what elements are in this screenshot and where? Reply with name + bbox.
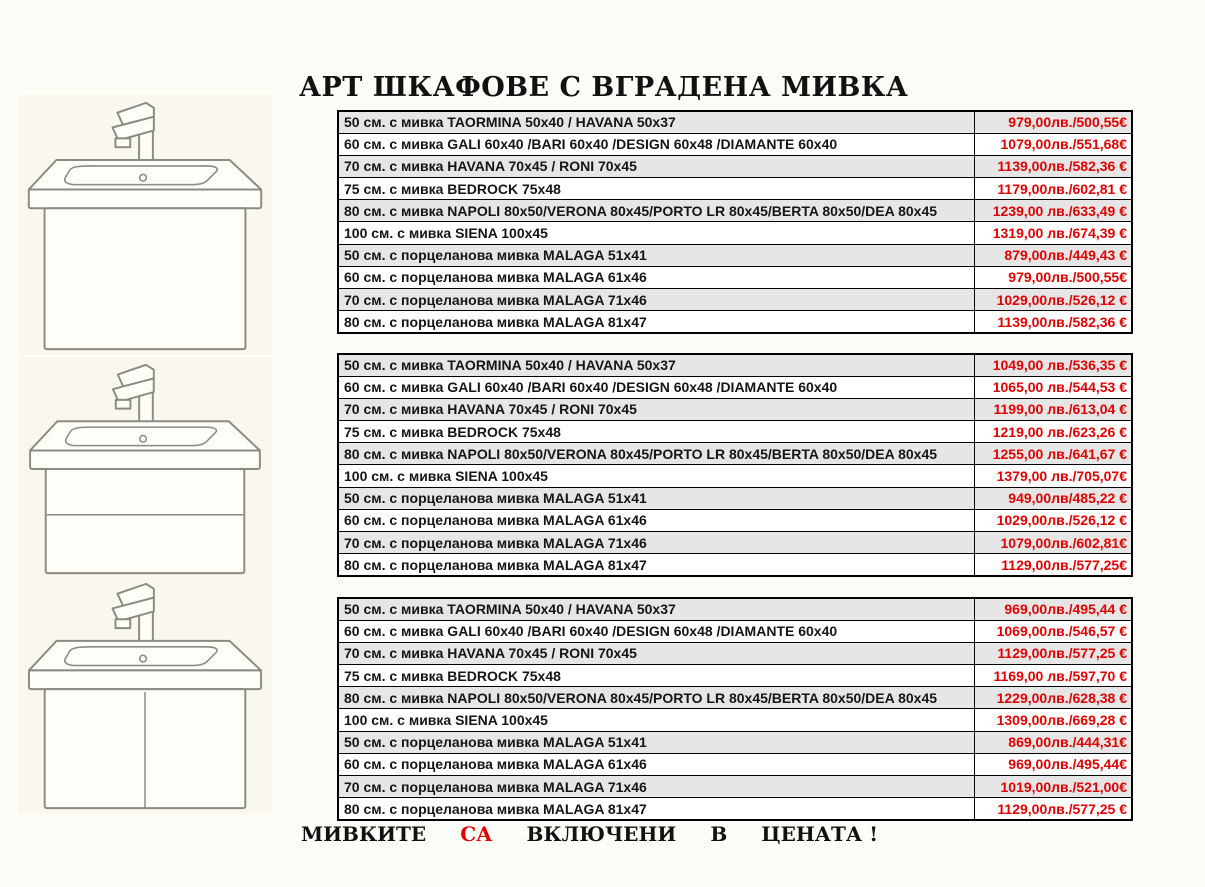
product-cell: 70 см. с порцеланова мивка MALAGA 71x46	[338, 532, 974, 554]
table-row	[338, 509, 1132, 531]
product-cell: 100 см. с мивка SIENA 100x45	[338, 709, 974, 731]
table-row	[338, 687, 1132, 709]
faucet-icon	[113, 365, 154, 425]
product-cell: 80 см. с мивка NAPOLI 80x50/VERONA 80x45/PORTO LR 80x45/BERTA 80x50/DEA 80x45	[338, 443, 974, 465]
table-row	[338, 731, 1132, 753]
product-cell: 50 см. с мивка TAORMINA 50x40 / HAVANA 50x37	[338, 111, 974, 133]
footer-word: ЦЕНАТА !	[761, 822, 878, 846]
price-cell: 1129,00лв./577,25 €	[974, 642, 1132, 664]
product-cell: 70 см. с порцеланова мивка MALAGA 71x46	[338, 776, 974, 798]
faucet-icon	[113, 584, 154, 645]
price-cell: 869,00лв./444,31€	[974, 731, 1132, 753]
product-cell: 80 см. с мивка NAPOLI 80x50/VERONA 80x45/PORTO LR 80x45/BERTA 80x50/DEA 80x45	[338, 687, 974, 709]
product-cell: 70 см. с порцеланова мивка MALAGA 71x46	[338, 289, 974, 311]
sink-basin	[66, 427, 217, 446]
sink-basin	[65, 647, 217, 666]
price-cell: 1129,00лв./577,25€	[974, 554, 1132, 576]
price-table-1	[337, 110, 1133, 334]
price-cell: 1219,00 лв./623,26 €	[974, 421, 1132, 443]
overflow-hole-icon	[140, 174, 147, 181]
price-cell: 949,00лв/485,22 €	[974, 487, 1132, 509]
table-row	[338, 554, 1132, 576]
table-row	[338, 465, 1132, 487]
product-cell: 80 см. с порцеланова мивка MALAGA 81x47	[338, 554, 974, 576]
price-cell: 1309,00лв./669,28 €	[974, 709, 1132, 731]
price-cell: 1379,00 лв./705,07€	[974, 465, 1132, 487]
table-row	[338, 598, 1132, 620]
vanity-drawing-single-front	[18, 95, 272, 355]
table-row	[338, 798, 1132, 820]
product-cell: 60 см. с мивка GALI 60x40 /BARI 60x40 /DESIGN 60x48 /DIAMANTE 60x40	[338, 376, 974, 398]
table-row	[338, 244, 1132, 266]
table-row	[338, 443, 1132, 465]
overflow-hole-icon	[140, 435, 147, 442]
table-row	[338, 398, 1132, 420]
product-cell: 60 см. с порцеланова мивка MALAGA 61x46	[338, 509, 974, 531]
product-cell: 75 см. с мивка BEDROCK 75x48	[338, 665, 974, 687]
product-cell: 70 см. с мивка HAVANA 70x45 / RONI 70x45	[338, 155, 974, 177]
price-cell: 1239,00 лв./633,49 €	[974, 200, 1132, 222]
table-row	[338, 665, 1132, 687]
price-cell: 1179,00лв./602,81 €	[974, 178, 1132, 200]
product-cell: 60 см. с мивка GALI 60x40 /BARI 60x40 /DESIGN 60x48 /DIAMANTE 60x40	[338, 620, 974, 642]
price-cell: 1019,00лв./521,00€	[974, 776, 1132, 798]
price-cell: 969,00лв./495,44€	[974, 753, 1132, 775]
price-cell: 1139,00лв./582,36 €	[974, 311, 1132, 333]
price-cell: 1079,00лв./551,68€	[974, 133, 1132, 155]
product-cell: 100 см. с мивка SIENA 100x45	[338, 222, 974, 244]
product-cell: 80 см. с порцеланова мивка MALAGA 81x47	[338, 798, 974, 820]
table-row	[338, 620, 1132, 642]
overflow-hole-icon	[140, 655, 147, 662]
price-cell: 1065,00 лв./544,53 €	[974, 376, 1132, 398]
price-cell: 1129,00лв./577,25 €	[974, 798, 1132, 820]
table-row	[338, 487, 1132, 509]
page-title: АРТ ШКАФОВЕ С ВГРАДЕНА МИВКА	[299, 72, 909, 103]
sink-basin	[65, 166, 218, 185]
table-row	[338, 642, 1132, 664]
price-cell: 969,00лв./495,44 €	[974, 598, 1132, 620]
footer-word-highlighted: СА	[460, 822, 493, 846]
table-row	[338, 532, 1132, 554]
price-cell: 979,00лв./500,55€	[974, 111, 1132, 133]
table-row	[338, 222, 1132, 244]
footer-word: МИВКИТЕ	[301, 822, 427, 846]
table-row	[338, 421, 1132, 443]
vanity-drawing-two-drawers	[18, 357, 272, 579]
table-row	[338, 266, 1132, 288]
table-row	[338, 178, 1132, 200]
table-row	[338, 200, 1132, 222]
product-cell: 50 см. с порцеланова мивка MALAGA 51x41	[338, 244, 974, 266]
vanity-drawing-two-doors	[18, 576, 272, 814]
table-row	[338, 376, 1132, 398]
product-cell: 70 см. с мивка HAVANA 70x45 / RONI 70x45	[338, 642, 974, 664]
faucet-icon	[113, 103, 154, 164]
price-table-2	[337, 353, 1133, 577]
cabinet-body	[46, 469, 245, 573]
price-table-3	[337, 597, 1133, 821]
price-cell: 879,00лв./449,43 €	[974, 244, 1132, 266]
product-cell: 50 см. с порцеланова мивка MALAGA 51x41	[338, 487, 974, 509]
table-row	[338, 155, 1132, 177]
price-cell: 1049,00 лв./536,35 €	[974, 354, 1132, 376]
price-cell: 1169,00 лв./597,70 €	[974, 665, 1132, 687]
product-cell: 100 см. с мивка SIENA 100x45	[338, 465, 974, 487]
cabinet-body	[45, 208, 246, 349]
footer-note	[301, 822, 878, 846]
price-cell: 1255,00 лв./641,67 €	[974, 443, 1132, 465]
product-cell: 70 см. с мивка HAVANA 70x45 / RONI 70x45	[338, 398, 974, 420]
product-cell: 60 см. с мивка GALI 60x40 /BARI 60x40 /DESIGN 60x48 /DIAMANTE 60x40	[338, 133, 974, 155]
table-row	[338, 753, 1132, 775]
product-cell: 50 см. с мивка TAORMINA 50x40 / HAVANA 50x37	[338, 354, 974, 376]
table-row	[338, 111, 1132, 133]
product-cell: 60 см. с порцеланова мивка MALAGA 61x46	[338, 753, 974, 775]
table-row	[338, 311, 1132, 333]
price-cell: 1029,00лв./526,12 €	[974, 509, 1132, 531]
footer-word: В	[710, 822, 728, 846]
product-cell: 80 см. с порцеланова мивка MALAGA 81x47	[338, 311, 974, 333]
footer-word: ВКЛЮЧЕНИ	[526, 822, 677, 846]
product-cell: 50 см. с мивка TAORMINA 50x40 / HAVANA 50x37	[338, 598, 974, 620]
price-cell: 1029,00лв./526,12 €	[974, 289, 1132, 311]
product-cell: 75 см. с мивка BEDROCK 75x48	[338, 421, 974, 443]
table-row	[338, 354, 1132, 376]
price-cell: 1229,00лв./628,38 €	[974, 687, 1132, 709]
price-cell: 1199,00 лв./613,04 €	[974, 398, 1132, 420]
price-cell: 979,00лв./500,55€	[974, 266, 1132, 288]
table-row	[338, 709, 1132, 731]
product-cell: 80 см. с мивка NAPOLI 80x50/VERONA 80x45/PORTO LR 80x45/BERTA 80x50/DEA 80x45	[338, 200, 974, 222]
price-cell: 1069,00лв./546,57 €	[974, 620, 1132, 642]
price-cell: 1139,00лв./582,36 €	[974, 155, 1132, 177]
product-cell: 50 см. с порцеланова мивка MALAGA 51x41	[338, 731, 974, 753]
table-row	[338, 776, 1132, 798]
price-cell: 1319,00 лв./674,39 €	[974, 222, 1132, 244]
product-cell: 60 см. с порцеланова мивка MALAGA 61x46	[338, 266, 974, 288]
price-cell: 1079,00лв./602,81€	[974, 532, 1132, 554]
table-row	[338, 133, 1132, 155]
product-cell: 75 см. с мивка BEDROCK 75x48	[338, 178, 974, 200]
table-row	[338, 289, 1132, 311]
